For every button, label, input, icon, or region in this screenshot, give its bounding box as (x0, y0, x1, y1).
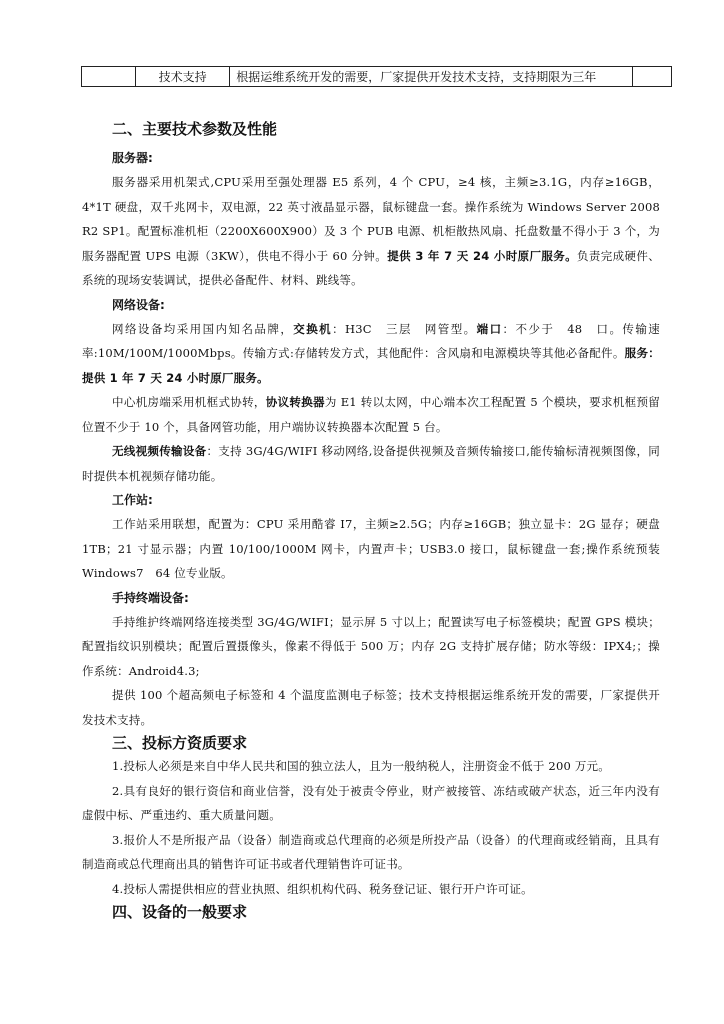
server-heading: 服务器: (112, 151, 153, 165)
section-4-title: 四、设备的一般要求 (112, 903, 248, 921)
spec-table-fragment (81, 66, 672, 87)
tags-paragraph: 提供 100 个超高频电子标签和 4 个温度监测电子标签；技术支持根据运维系统开发的需要，厂家提供开发技术支持。 (82, 688, 660, 727)
protocol-converter-paragraph: 中心机房端采用机框式协转，协议转换器为 E1 转以太网，中心端本次工程配置 5 个模块，要求机框预留位置不少于 10 个，具备网管功能，用户端协议转换器本次配置 5 台。 (82, 395, 660, 434)
document-body (82, 118, 660, 923)
server-service-note: 提供 3 年 7 天 24 小时原厂服务。 (387, 248, 577, 263)
table-cell-index (82, 67, 136, 87)
network-heading: 网络设备: (112, 297, 165, 312)
handheld-heading: 手持终端设备: (112, 590, 189, 605)
table-cell-description: 根据运维系统开发的需要，厂家提供开发技术支持，支持期限为三年 (230, 67, 633, 87)
server-paragraph: 服务器采用机架式,CPU采用至强处理器 E5 系列，4 个 CPU，≥4 核，主频≥3.1G，内存≥16GB，4*1T 硬盘，双千兆网卡，双电源，22 英寸液晶显示器，鼠标键盘一套。操作系统为 Windows Server 2008 R2 SP1。配置标准机柜（2200X600X900）及 3 个 PUB 电源、机柜散热风扇、托盘数量不得小于 3 个，为服务器配置 UPS 电源（3KW），供电不得小于 60 分钟。提供 3 年 7 天 24 小时原厂服务。负责完成硬件、系统的现场安装调试，提供必备配件、材料、跳线等。 (82, 175, 660, 287)
table-cell-item: 技术支持 (135, 67, 229, 87)
handheld-paragraph: 手持维护终端网络连接类型 3G/4G/WIFI；显示屏 5 寸以上；配置读写电子标签模块；配置 GPS 模块；配置指纹识别模块；配置后置摄像头，像素不得低于 500 万；内存 2G 支持扩展存储；防水等级：IPX4;；操作系统：Android4.3; (82, 614, 660, 678)
section-2-title: 二、主要技术参数及性能 (112, 120, 278, 138)
table-cell-remark (633, 67, 672, 87)
network-paragraph: 网络设备均采用国内知名品牌，交换机：H3C 三层 网管型。端口：不少于 48 口。传输速率:10M/100M/1000Mbps。传输方式:存储转发方式，其他配件：含风扇和电源模块等其他必备配件。服务：提供 1 年 7 天 24 小时原厂服务。 (82, 321, 660, 385)
list-item: 2.具有良好的银行资信和商业信誉，没有处于被责令停业，财产被接管、冻结或破产状态，近三年内没有虚假中标、严重违约、重大质量问题。 (82, 783, 660, 822)
list-item: 4.投标人需提供相应的营业执照、组织机构代码、税务登记证、银行开户许可证。 (112, 881, 533, 896)
section-3-title: 三、投标方资质要求 (112, 734, 248, 752)
table-row (82, 67, 672, 87)
workstation-paragraph: 工作站采用联想，配置为：CPU 采用酷睿 I7，主频≥2.5G；内存≥16GB；独立显卡：2G 显存；硬盘 1TB；21 寸显示器；内置 10/100/1000M 网卡，内置声卡；USB3.0 接口，鼠标键盘一套;操作系统预装 Windows7 64 位专业版。 (82, 517, 660, 580)
list-item: 1.投标人必须是来自中华人民共和国的独立法人，且为一般纳税人，注册资金不低于 200 万元。 (112, 759, 610, 773)
network-service-note: 服务：提供 1 年 7 天 24 小时原厂服务。 (82, 346, 660, 385)
wireless-video-paragraph: 无线视频传输设备：支持 3G/4G/WIFI 移动网络,设备提供视频及音频传输接口,能传输标清视频图像，同时提供本机视频存储功能。 (82, 444, 660, 483)
workstation-heading: 工作站: (112, 493, 153, 507)
list-item: 3.报价人不是所报产品（设备）制造商或总代理商的必须是所投产品（设备）的代理商或经销商，且具有制造商或总代理商出具的销售许可证书或者代理销售许可证书。 (82, 832, 660, 871)
